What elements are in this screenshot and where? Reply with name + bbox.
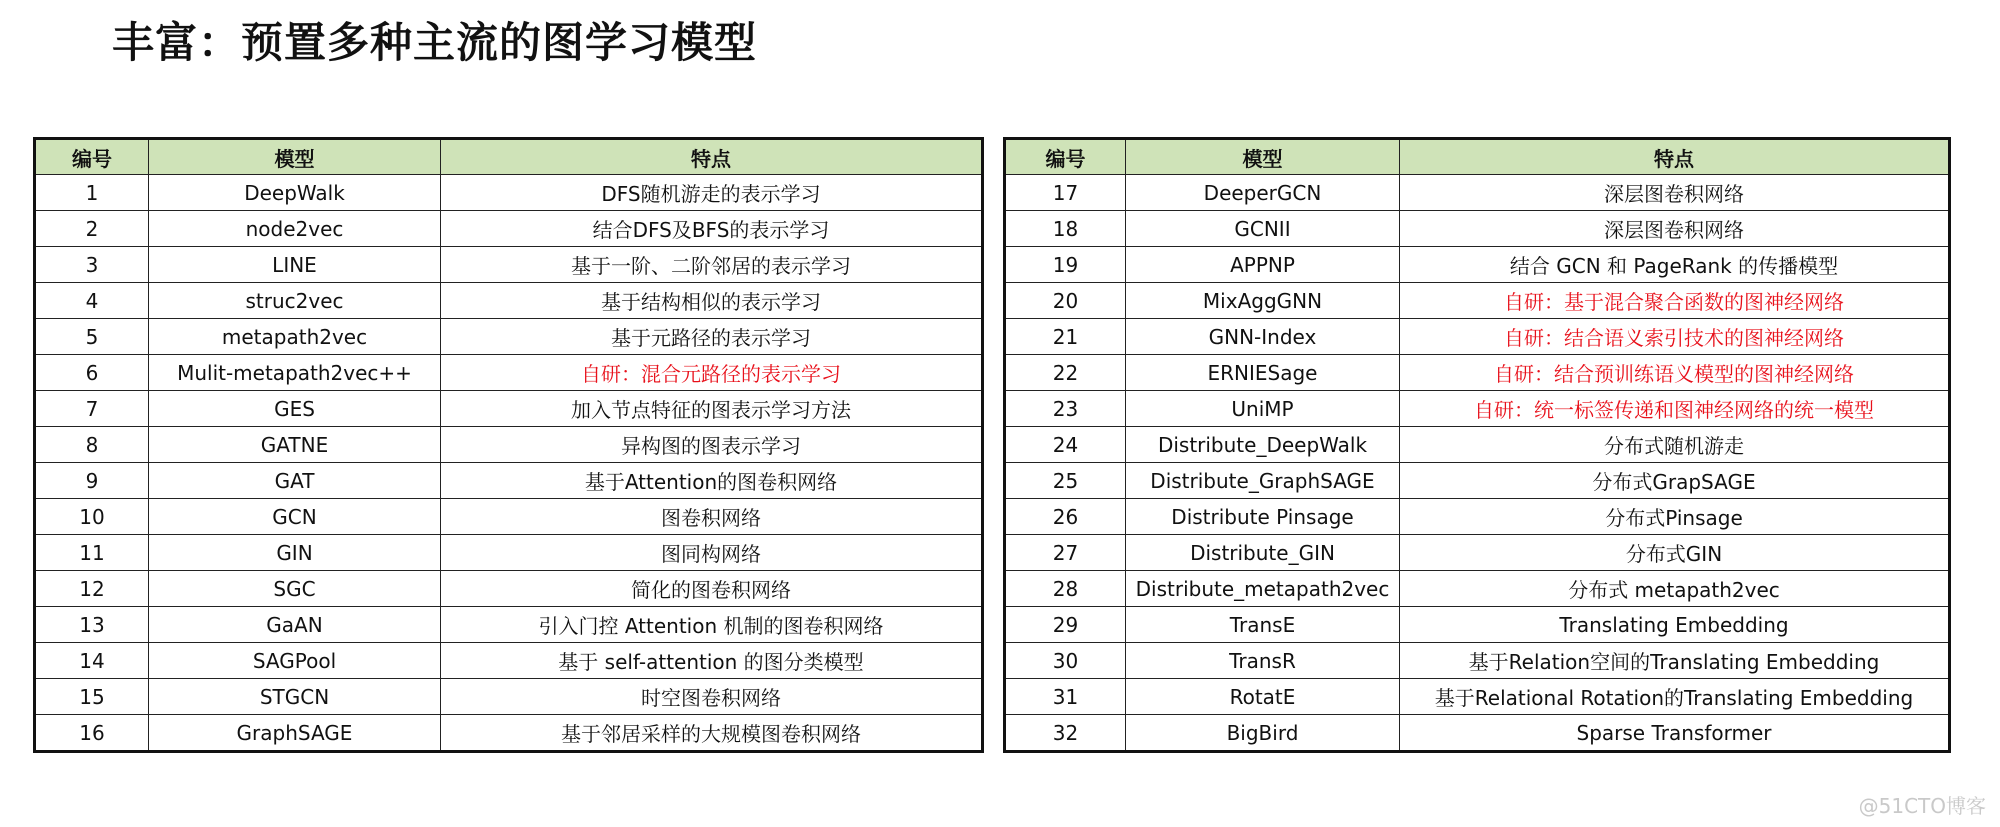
- cell-model: GCN: [149, 499, 441, 535]
- table-row: [35, 535, 983, 571]
- table-row: [35, 679, 983, 715]
- cell-model: GIN: [149, 535, 441, 571]
- table-header-row: [35, 139, 983, 175]
- cell-model: SAGPool: [149, 643, 441, 679]
- cell-model: RotatE: [1126, 679, 1400, 715]
- cell-id: 2: [35, 211, 149, 247]
- cell-model: Distribute_GIN: [1126, 535, 1400, 571]
- table-row: [1005, 679, 1950, 715]
- table-row: [1005, 607, 1950, 643]
- cell-feature: 基于一阶、二阶邻居的表示学习: [441, 247, 983, 283]
- cell-model: node2vec: [149, 211, 441, 247]
- cell-id: 29: [1005, 607, 1126, 643]
- cell-model: DeepWalk: [149, 175, 441, 211]
- cell-id: 17: [1005, 175, 1126, 211]
- cell-id: 21: [1005, 319, 1126, 355]
- cell-feature: 自研：混合元路径的表示学习: [441, 355, 983, 391]
- cell-model: GraphSAGE: [149, 715, 441, 752]
- cell-model: SGC: [149, 571, 441, 607]
- cell-feature: 分布式Pinsage: [1400, 499, 1950, 535]
- cell-id: 30: [1005, 643, 1126, 679]
- cell-id: 1: [35, 175, 149, 211]
- cell-id: 13: [35, 607, 149, 643]
- cell-model: UniMP: [1126, 391, 1400, 427]
- cell-model: BigBird: [1126, 715, 1400, 752]
- cell-id: 12: [35, 571, 149, 607]
- cell-id: 11: [35, 535, 149, 571]
- cell-feature: 异构图的图表示学习: [441, 427, 983, 463]
- cell-id: 4: [35, 283, 149, 319]
- header-feature: 特点: [1400, 139, 1950, 175]
- cell-model: Distribute_GraphSAGE: [1126, 463, 1400, 499]
- cell-feature: DFS随机游走的表示学习: [441, 175, 983, 211]
- cell-feature: 基于结构相似的表示学习: [441, 283, 983, 319]
- cell-feature: 简化的图卷积网络: [441, 571, 983, 607]
- header-model: 模型: [149, 139, 441, 175]
- cell-id: 31: [1005, 679, 1126, 715]
- table-header-row: [1005, 139, 1950, 175]
- cell-id: 25: [1005, 463, 1126, 499]
- cell-feature: 基于 self-attention 的图分类模型: [441, 643, 983, 679]
- cell-id: 9: [35, 463, 149, 499]
- cell-feature: Translating Embedding: [1400, 607, 1950, 643]
- table-row: [35, 607, 983, 643]
- cell-feature: 图同构网络: [441, 535, 983, 571]
- header-id: 编号: [35, 139, 149, 175]
- cell-feature: 加入节点特征的图表示学习方法: [441, 391, 983, 427]
- table-row: [35, 499, 983, 535]
- table-row: [1005, 427, 1950, 463]
- cell-id: 14: [35, 643, 149, 679]
- cell-id: 6: [35, 355, 149, 391]
- cell-model: Mulit-metapath2vec++: [149, 355, 441, 391]
- cell-model: TransE: [1126, 607, 1400, 643]
- cell-feature: 自研：统一标签传递和图神经网络的统一模型: [1400, 391, 1950, 427]
- table-row: [35, 319, 983, 355]
- cell-model: Distribute_DeepWalk: [1126, 427, 1400, 463]
- table-row: [35, 283, 983, 319]
- cell-model: LINE: [149, 247, 441, 283]
- cell-feature: 分布式 metapath2vec: [1400, 571, 1950, 607]
- cell-model: Distribute_metapath2vec: [1126, 571, 1400, 607]
- cell-model: Distribute Pinsage: [1126, 499, 1400, 535]
- cell-model: STGCN: [149, 679, 441, 715]
- cell-feature: 基于Relational Rotation的Translating Embedding: [1400, 679, 1950, 715]
- cell-id: 22: [1005, 355, 1126, 391]
- table-row: [1005, 499, 1950, 535]
- cell-feature: 基于Relation空间的Translating Embedding: [1400, 643, 1950, 679]
- cell-model: GaAN: [149, 607, 441, 643]
- table-row: [35, 211, 983, 247]
- cell-model: DeeperGCN: [1126, 175, 1400, 211]
- table-row: [35, 643, 983, 679]
- cell-id: 8: [35, 427, 149, 463]
- cell-id: 32: [1005, 715, 1126, 752]
- cell-feature: 基于Attention的图卷积网络: [441, 463, 983, 499]
- cell-id: 27: [1005, 535, 1126, 571]
- header-feature: 特点: [441, 139, 983, 175]
- cell-feature: 结合 GCN 和 PageRank 的传播模型: [1400, 247, 1950, 283]
- cell-id: 10: [35, 499, 149, 535]
- cell-feature: 自研：基于混合聚合函数的图神经网络: [1400, 283, 1950, 319]
- header-id: 编号: [1005, 139, 1126, 175]
- table-row: [1005, 175, 1950, 211]
- table-row: [1005, 391, 1950, 427]
- cell-id: 26: [1005, 499, 1126, 535]
- table-row: [35, 463, 983, 499]
- cell-id: 18: [1005, 211, 1126, 247]
- cell-model: GES: [149, 391, 441, 427]
- cell-model: metapath2vec: [149, 319, 441, 355]
- table-row: [35, 715, 983, 752]
- model-table-left: [33, 137, 981, 753]
- cell-feature: 深层图卷积网络: [1400, 211, 1950, 247]
- cell-id: 19: [1005, 247, 1126, 283]
- cell-id: 28: [1005, 571, 1126, 607]
- cell-feature: 图卷积网络: [441, 499, 983, 535]
- cell-feature: 基于邻居采样的大规模图卷积网络: [441, 715, 983, 752]
- table-row: [1005, 715, 1950, 752]
- cell-id: 20: [1005, 283, 1126, 319]
- table-row: [35, 355, 983, 391]
- cell-feature: 自研：结合语义索引技术的图神经网络: [1400, 319, 1950, 355]
- cell-id: 16: [35, 715, 149, 752]
- cell-feature: 分布式GIN: [1400, 535, 1950, 571]
- cell-id: 23: [1005, 391, 1126, 427]
- cell-feature: 分布式GrapSAGE: [1400, 463, 1950, 499]
- cell-model: GATNE: [149, 427, 441, 463]
- table-row: [1005, 211, 1950, 247]
- cell-model: GAT: [149, 463, 441, 499]
- table-row: [1005, 535, 1950, 571]
- cell-feature: 基于元路径的表示学习: [441, 319, 983, 355]
- table-row: [35, 427, 983, 463]
- cell-model: GNN-Index: [1126, 319, 1400, 355]
- cell-model: MixAggGNN: [1126, 283, 1400, 319]
- table-row: [1005, 355, 1950, 391]
- cell-id: 24: [1005, 427, 1126, 463]
- cell-id: 15: [35, 679, 149, 715]
- table-row: [1005, 463, 1950, 499]
- table-row: [35, 571, 983, 607]
- cell-model: struc2vec: [149, 283, 441, 319]
- cell-id: 7: [35, 391, 149, 427]
- model-table-right: [1003, 137, 1948, 753]
- table-row: [35, 247, 983, 283]
- cell-feature: 引入门控 Attention 机制的图卷积网络: [441, 607, 983, 643]
- cell-model: TransR: [1126, 643, 1400, 679]
- table-row: [1005, 283, 1950, 319]
- table-row: [35, 391, 983, 427]
- cell-feature: 深层图卷积网络: [1400, 175, 1950, 211]
- cell-id: 5: [35, 319, 149, 355]
- table-row: [1005, 319, 1950, 355]
- cell-feature: 自研：结合预训练语义模型的图神经网络: [1400, 355, 1950, 391]
- cell-feature: 结合DFS及BFS的表示学习: [441, 211, 983, 247]
- table-row: [1005, 247, 1950, 283]
- cell-model: ERNIESage: [1126, 355, 1400, 391]
- cell-id: 3: [35, 247, 149, 283]
- page-title: 丰富：预置多种主流的图学习模型: [112, 18, 758, 67]
- table-row: [1005, 571, 1950, 607]
- cell-model: APPNP: [1126, 247, 1400, 283]
- watermark-footer: @51CTO博客: [1858, 794, 1986, 818]
- table-row: [35, 175, 983, 211]
- cell-feature: Sparse Transformer: [1400, 715, 1950, 752]
- header-model: 模型: [1126, 139, 1400, 175]
- cell-model: GCNII: [1126, 211, 1400, 247]
- cell-feature: 时空图卷积网络: [441, 679, 983, 715]
- cell-feature: 分布式随机游走: [1400, 427, 1950, 463]
- table-row: [1005, 643, 1950, 679]
